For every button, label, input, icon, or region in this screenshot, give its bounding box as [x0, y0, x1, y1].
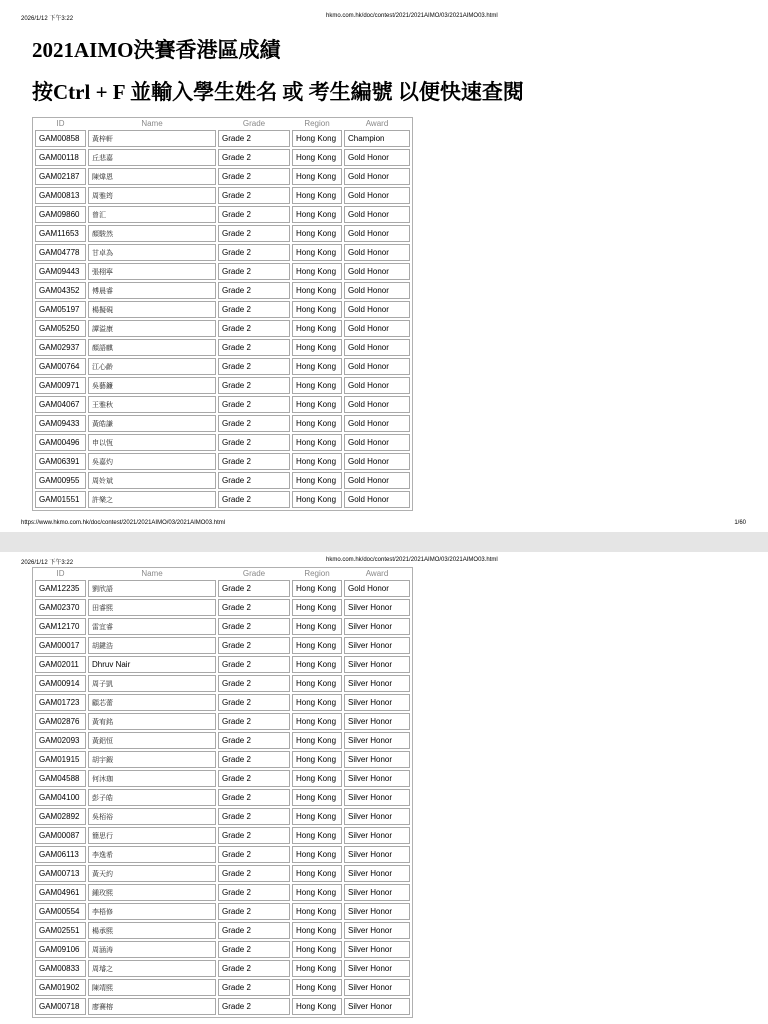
table-row — [35, 396, 410, 413]
cell-award: Silver Honor — [344, 770, 410, 787]
cell-grade: Grade 2 — [218, 998, 290, 1015]
cell-name: 傅晨睿 — [88, 282, 216, 299]
table-row — [35, 320, 410, 337]
table-row — [35, 358, 410, 375]
cell-region: Hong Kong — [292, 618, 342, 635]
cell-region: Hong Kong — [292, 675, 342, 692]
cell-name: 申以恆 — [88, 434, 216, 451]
results-table-body — [35, 580, 410, 1015]
cell-name: 胡鍵浩 — [88, 637, 216, 654]
cell-name: 陳靖熙 — [88, 979, 216, 996]
cell-grade: Grade 2 — [218, 846, 290, 863]
cell-region: Hong Kong — [292, 770, 342, 787]
table-row — [35, 187, 410, 204]
cell-region: Hong Kong — [292, 168, 342, 185]
cell-award: Gold Honor — [344, 149, 410, 166]
cell-grade: Grade 2 — [218, 903, 290, 920]
table-row — [35, 149, 410, 166]
table-row — [35, 865, 410, 882]
results-table — [32, 117, 413, 511]
cell-grade: Grade 2 — [218, 130, 290, 147]
cell-name: 劉欣語 — [88, 580, 216, 597]
cell-region: Hong Kong — [292, 491, 342, 508]
cell-award: Silver Honor — [344, 732, 410, 749]
cell-award: Gold Honor — [344, 358, 410, 375]
cell-region: Hong Kong — [292, 979, 342, 996]
cell-name: 周雅筠 — [88, 187, 216, 204]
table-row — [35, 827, 410, 844]
cell-grade: Grade 2 — [218, 732, 290, 749]
cell-name: 廖賽榕 — [88, 998, 216, 1015]
table-row — [35, 884, 410, 901]
cell-award: Silver Honor — [344, 903, 410, 920]
cell-name: 周璿之 — [88, 960, 216, 977]
cell-award: Silver Honor — [344, 789, 410, 806]
cell-region: Hong Kong — [292, 713, 342, 730]
cell-grade: Grade 2 — [218, 358, 290, 375]
cell-name: 張栩寧 — [88, 263, 216, 280]
cell-region: Hong Kong — [292, 206, 342, 223]
table-row — [35, 922, 410, 939]
cell-grade: Grade 2 — [218, 415, 290, 432]
print-header-datetime: 2026/1/12 下午3:22 — [21, 16, 74, 22]
cell-id: GAM01915 — [35, 751, 86, 768]
cell-grade: Grade 2 — [218, 263, 290, 280]
cell-award: Silver Honor — [344, 884, 410, 901]
column-header-grade: Grade — [242, 119, 266, 128]
cell-award: Silver Honor — [344, 694, 410, 711]
cell-award: Silver Honor — [344, 751, 410, 768]
cell-region: Hong Kong — [292, 187, 342, 204]
cell-name: 許樂之 — [88, 491, 216, 508]
table-row — [35, 244, 410, 261]
column-header-grade: Grade — [242, 569, 266, 578]
cell-grade: Grade 2 — [218, 168, 290, 185]
cell-id: GAM00914 — [35, 675, 86, 692]
cell-grade: Grade 2 — [218, 206, 290, 223]
cell-name: 顏駿然 — [88, 225, 216, 242]
cell-region: Hong Kong — [292, 751, 342, 768]
cell-id: GAM04588 — [35, 770, 86, 787]
cell-id: GAM02876 — [35, 713, 86, 730]
cell-region: Hong Kong — [292, 263, 342, 280]
cell-region: Hong Kong — [292, 808, 342, 825]
table-row — [35, 675, 410, 692]
cell-name: 江心齡 — [88, 358, 216, 375]
cell-id: GAM04100 — [35, 789, 86, 806]
cell-grade: Grade 2 — [218, 827, 290, 844]
cell-id: GAM04067 — [35, 396, 86, 413]
cell-id: GAM05250 — [35, 320, 86, 337]
table-header-row — [35, 120, 410, 128]
cell-region: Hong Kong — [292, 732, 342, 749]
cell-name: 吳藝鐮 — [88, 377, 216, 394]
cell-award: Gold Honor — [344, 377, 410, 394]
cell-id: GAM06113 — [35, 846, 86, 863]
cell-grade: Grade 2 — [218, 187, 290, 204]
cell-grade: Grade 2 — [218, 301, 290, 318]
cell-region: Hong Kong — [292, 130, 342, 147]
cell-award: Silver Honor — [344, 713, 410, 730]
cell-award: Gold Honor — [344, 472, 410, 489]
cell-grade: Grade 2 — [218, 491, 290, 508]
cell-award: Silver Honor — [344, 656, 410, 673]
cell-id: GAM00764 — [35, 358, 86, 375]
cell-name: 田睿熙 — [88, 599, 216, 616]
cell-region: Hong Kong — [292, 599, 342, 616]
cell-name: 周涵涛 — [88, 941, 216, 958]
cell-grade: Grade 2 — [218, 396, 290, 413]
column-header-name: Name — [141, 119, 163, 128]
cell-award: Gold Honor — [344, 491, 410, 508]
cell-region: Hong Kong — [292, 339, 342, 356]
cell-id: GAM04352 — [35, 282, 86, 299]
print-footer-url: https://www.hkmo.com.hk/doc/contest/2021/2021AIMO/03/2021AIMO03.html — [21, 520, 226, 526]
print-header-url: hkmo.com.hk/doc/contest/2021/2021AIMO/03/2021AIMO03.html — [326, 13, 498, 19]
cell-id: GAM02011 — [35, 656, 86, 673]
cell-award: Silver Honor — [344, 922, 410, 939]
cell-region: Hong Kong — [292, 903, 342, 920]
table-row — [35, 770, 410, 787]
cell-grade: Grade 2 — [218, 713, 290, 730]
cell-award: Gold Honor — [344, 206, 410, 223]
cell-award: Gold Honor — [344, 301, 410, 318]
table-row — [35, 434, 410, 451]
table-row — [35, 808, 410, 825]
table-row — [35, 301, 410, 318]
cell-region: Hong Kong — [292, 941, 342, 958]
cell-id: GAM02370 — [35, 599, 86, 616]
cell-award: Gold Honor — [344, 320, 410, 337]
page-title: 2021AIMO決賽香港區成績 — [32, 38, 281, 62]
cell-award: Gold Honor — [344, 187, 410, 204]
cell-region: Hong Kong — [292, 656, 342, 673]
cell-id: GAM02093 — [35, 732, 86, 749]
cell-grade: Grade 2 — [218, 694, 290, 711]
cell-name: 簡思行 — [88, 827, 216, 844]
cell-id: GAM02892 — [35, 808, 86, 825]
cell-grade: Grade 2 — [218, 339, 290, 356]
cell-award: Silver Honor — [344, 941, 410, 958]
cell-name: 顧芯蕾 — [88, 694, 216, 711]
table-row — [35, 656, 410, 673]
cell-award: Gold Honor — [344, 339, 410, 356]
cell-region: Hong Kong — [292, 282, 342, 299]
cell-grade: Grade 2 — [218, 922, 290, 939]
cell-name: 楊承熙 — [88, 922, 216, 939]
cell-name: 王雅秋 — [88, 396, 216, 413]
cell-region: Hong Kong — [292, 865, 342, 882]
cell-name: 周子凱 — [88, 675, 216, 692]
table-row — [35, 694, 410, 711]
table-row — [35, 637, 410, 654]
table-row — [35, 941, 410, 958]
cell-award: Silver Honor — [344, 808, 410, 825]
cell-award: Silver Honor — [344, 998, 410, 1015]
table-row — [35, 979, 410, 996]
column-header-region: Region — [304, 119, 330, 128]
cell-name: 顏語麒 — [88, 339, 216, 356]
cell-award: Gold Honor — [344, 244, 410, 261]
cell-award: Gold Honor — [344, 396, 410, 413]
cell-region: Hong Kong — [292, 472, 342, 489]
cell-grade: Grade 2 — [218, 960, 290, 977]
cell-id: GAM05197 — [35, 301, 86, 318]
cell-region: Hong Kong — [292, 998, 342, 1015]
cell-id: GAM00971 — [35, 377, 86, 394]
cell-id: GAM00858 — [35, 130, 86, 147]
cell-name: 黃天約 — [88, 865, 216, 882]
cell-id: GAM00833 — [35, 960, 86, 977]
cell-region: Hong Kong — [292, 884, 342, 901]
cell-id: GAM00713 — [35, 865, 86, 882]
table-row — [35, 618, 410, 635]
cell-award: Gold Honor — [344, 282, 410, 299]
table-row — [35, 225, 410, 242]
cell-region: Hong Kong — [292, 149, 342, 166]
cell-id: GAM00017 — [35, 637, 86, 654]
cell-id: GAM04961 — [35, 884, 86, 901]
cell-grade: Grade 2 — [218, 434, 290, 451]
cell-name: 楊擬硯 — [88, 301, 216, 318]
table-row — [35, 263, 410, 280]
cell-award: Silver Honor — [344, 960, 410, 977]
table-row — [35, 846, 410, 863]
cell-id: GAM02187 — [35, 168, 86, 185]
cell-name: 李梧修 — [88, 903, 216, 920]
cell-award: Silver Honor — [344, 979, 410, 996]
cell-id: GAM04778 — [35, 244, 86, 261]
print-page-2 — [0, 552, 768, 1024]
cell-id: GAM00813 — [35, 187, 86, 204]
cell-id: GAM00087 — [35, 827, 86, 844]
cell-award: Gold Honor — [344, 453, 410, 470]
cell-region: Hong Kong — [292, 846, 342, 863]
table-row — [35, 168, 410, 185]
cell-name: 甘卓為 — [88, 244, 216, 261]
cell-grade: Grade 2 — [218, 884, 290, 901]
cell-grade: Grade 2 — [218, 656, 290, 673]
cell-grade: Grade 2 — [218, 979, 290, 996]
cell-region: Hong Kong — [292, 960, 342, 977]
cell-award: Silver Honor — [344, 675, 410, 692]
results-table-body — [35, 130, 410, 508]
table-row — [35, 580, 410, 597]
cell-name: 雷宜睿 — [88, 618, 216, 635]
table-row — [35, 960, 410, 977]
cell-region: Hong Kong — [292, 396, 342, 413]
cell-region: Hong Kong — [292, 789, 342, 806]
column-header-region: Region — [304, 569, 330, 578]
table-row — [35, 415, 410, 432]
cell-id: GAM01902 — [35, 979, 86, 996]
cell-region: Hong Kong — [292, 377, 342, 394]
page-subtitle: 按Ctrl + F 並輸入學生姓名 或 考生編號 以便快速查閱 — [32, 80, 524, 104]
cell-region: Hong Kong — [292, 301, 342, 318]
cell-name: 周姈斌 — [88, 472, 216, 489]
cell-id: GAM12170 — [35, 618, 86, 635]
cell-grade: Grade 2 — [218, 580, 290, 597]
cell-region: Hong Kong — [292, 922, 342, 939]
table-row — [35, 377, 410, 394]
table-row — [35, 453, 410, 470]
cell-region: Hong Kong — [292, 244, 342, 261]
cell-region: Hong Kong — [292, 434, 342, 451]
cell-region: Hong Kong — [292, 358, 342, 375]
print-footer-page-number: 1/60 — [734, 520, 746, 526]
cell-award: Silver Honor — [344, 865, 410, 882]
cell-grade: Grade 2 — [218, 637, 290, 654]
table-row — [35, 599, 410, 616]
cell-name: 丘悲嘉 — [88, 149, 216, 166]
cell-id: GAM09106 — [35, 941, 86, 958]
table-header-row — [35, 570, 410, 578]
table-row — [35, 339, 410, 356]
cell-award: Silver Honor — [344, 618, 410, 635]
table-row — [35, 206, 410, 223]
cell-name: 李逸希 — [88, 846, 216, 863]
cell-id: GAM09860 — [35, 206, 86, 223]
cell-grade: Grade 2 — [218, 770, 290, 787]
cell-name: 曾汇 — [88, 206, 216, 223]
cell-id: GAM02551 — [35, 922, 86, 939]
cell-grade: Grade 2 — [218, 751, 290, 768]
cell-name: 譚溢康 — [88, 320, 216, 337]
cell-grade: Grade 2 — [218, 244, 290, 261]
cell-id: GAM02937 — [35, 339, 86, 356]
cell-region: Hong Kong — [292, 453, 342, 470]
cell-name: 黃鋁恒 — [88, 732, 216, 749]
cell-id: GAM00554 — [35, 903, 86, 920]
cell-region: Hong Kong — [292, 225, 342, 242]
cell-id: GAM06391 — [35, 453, 86, 470]
cell-region: Hong Kong — [292, 637, 342, 654]
cell-name: 吳栢裕 — [88, 808, 216, 825]
results-table — [32, 567, 413, 1018]
cell-name: 胡宇鍜 — [88, 751, 216, 768]
column-header-award: Award — [365, 119, 389, 128]
cell-award: Champion — [344, 130, 410, 147]
cell-award: Gold Honor — [344, 415, 410, 432]
cell-name: Dhruv Nair — [88, 656, 216, 673]
cell-id: GAM01723 — [35, 694, 86, 711]
column-header-name: Name — [141, 569, 163, 578]
cell-name: 吳嘉灼 — [88, 453, 216, 470]
cell-id: GAM00955 — [35, 472, 86, 489]
table-row — [35, 472, 410, 489]
table-row — [35, 751, 410, 768]
cell-award: Gold Honor — [344, 580, 410, 597]
cell-grade: Grade 2 — [218, 599, 290, 616]
cell-id: GAM01551 — [35, 491, 86, 508]
table-row — [35, 732, 410, 749]
cell-id: GAM09433 — [35, 415, 86, 432]
cell-name: 何沐珈 — [88, 770, 216, 787]
cell-grade: Grade 2 — [218, 377, 290, 394]
table-row — [35, 903, 410, 920]
cell-region: Hong Kong — [292, 320, 342, 337]
cell-grade: Grade 2 — [218, 789, 290, 806]
cell-id: GAM11653 — [35, 225, 86, 242]
cell-grade: Grade 2 — [218, 149, 290, 166]
cell-grade: Grade 2 — [218, 865, 290, 882]
cell-award: Silver Honor — [344, 827, 410, 844]
column-header-award: Award — [365, 569, 389, 578]
cell-name: 彭子皓 — [88, 789, 216, 806]
cell-grade: Grade 2 — [218, 282, 290, 299]
cell-name: 陳煒恩 — [88, 168, 216, 185]
cell-id: GAM00496 — [35, 434, 86, 451]
cell-region: Hong Kong — [292, 827, 342, 844]
cell-grade: Grade 2 — [218, 472, 290, 489]
cell-name: 黃宥銘 — [88, 713, 216, 730]
table-row — [35, 282, 410, 299]
cell-grade: Grade 2 — [218, 320, 290, 337]
cell-id: GAM00118 — [35, 149, 86, 166]
cell-grade: Grade 2 — [218, 453, 290, 470]
cell-region: Hong Kong — [292, 694, 342, 711]
table-row — [35, 789, 410, 806]
cell-award: Silver Honor — [344, 599, 410, 616]
cell-region: Hong Kong — [292, 415, 342, 432]
print-header-url: hkmo.com.hk/doc/contest/2021/2021AIMO/03/2021AIMO03.html — [326, 557, 498, 563]
cell-award: Silver Honor — [344, 846, 410, 863]
cell-grade: Grade 2 — [218, 941, 290, 958]
column-header-id: ID — [56, 569, 65, 578]
cell-id: GAM12235 — [35, 580, 86, 597]
cell-name: 黃梓軒 — [88, 130, 216, 147]
cell-region: Hong Kong — [292, 580, 342, 597]
table-row — [35, 130, 410, 147]
cell-award: Gold Honor — [344, 263, 410, 280]
cell-grade: Grade 2 — [218, 808, 290, 825]
cell-award: Gold Honor — [344, 225, 410, 242]
cell-grade: Grade 2 — [218, 675, 290, 692]
cell-award: Gold Honor — [344, 434, 410, 451]
table-row — [35, 998, 410, 1015]
table-row — [35, 713, 410, 730]
cell-id: GAM09443 — [35, 263, 86, 280]
print-header-datetime: 2026/1/12 下午3:22 — [21, 560, 74, 566]
cell-grade: Grade 2 — [218, 225, 290, 242]
cell-award: Gold Honor — [344, 168, 410, 185]
cell-award: Silver Honor — [344, 637, 410, 654]
cell-name: 黃皓謙 — [88, 415, 216, 432]
cell-name: 鍾玫熙 — [88, 884, 216, 901]
table-row — [35, 491, 410, 508]
column-header-id: ID — [56, 119, 65, 128]
cell-id: GAM00718 — [35, 998, 86, 1015]
cell-grade: Grade 2 — [218, 618, 290, 635]
